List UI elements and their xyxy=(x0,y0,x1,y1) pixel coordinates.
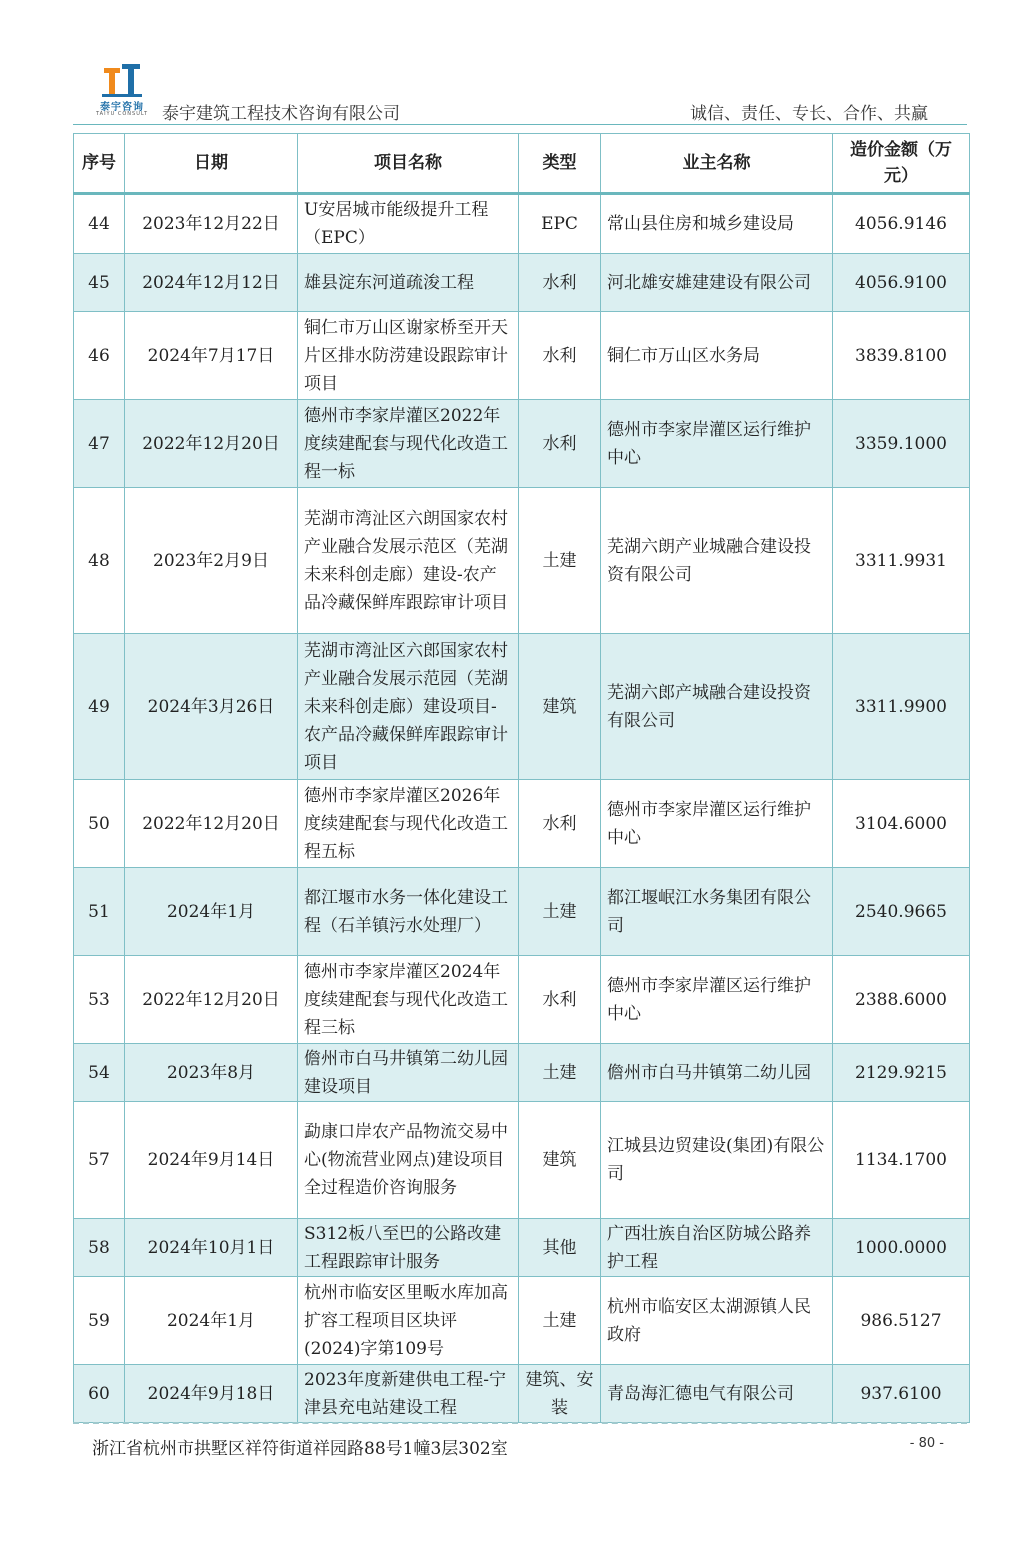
col-header-type: 类型 xyxy=(519,134,601,194)
cell-project-name: 德州市李家岸灌区2022年度续建配套与现代化改造工程一标 xyxy=(298,400,519,488)
cell-owner: 德州市李家岸灌区运行维护中心 xyxy=(601,400,833,488)
table-row xyxy=(74,194,970,254)
cell-index: 49 xyxy=(74,634,125,780)
cell-date: 2022年12月20日 xyxy=(125,400,298,488)
table-row xyxy=(74,956,970,1044)
table-row xyxy=(74,868,970,956)
cell-index: 46 xyxy=(74,312,125,400)
cell-project-name: 杭州市临安区里畈水库加高扩容工程项目区块评(2024)字第109号 xyxy=(298,1277,519,1365)
cell-amount: 3311.9931 xyxy=(833,488,970,634)
table-row xyxy=(74,400,970,488)
cell-project-name: 勐康口岸农产品物流交易中心(物流营业网点)建设项目全过程造价咨询服务 xyxy=(298,1102,519,1219)
logo-mark-icon xyxy=(102,64,142,98)
cell-owner: 德州市李家岸灌区运行维护中心 xyxy=(601,780,833,868)
cell-type: 水利 xyxy=(519,780,601,868)
cell-project-name: 德州市李家岸灌区2024年度续建配套与现代化改造工程三标 xyxy=(298,956,519,1044)
cell-date: 2024年7月17日 xyxy=(125,312,298,400)
cell-project-name: 都江堰市水务一体化建设工程（石羊镇污水处理厂） xyxy=(298,868,519,956)
table-row xyxy=(74,254,970,312)
table-row xyxy=(74,1219,970,1277)
company-logo xyxy=(92,62,152,118)
cell-type: 水利 xyxy=(519,400,601,488)
cell-index: 54 xyxy=(74,1044,125,1102)
col-header-date: 日期 xyxy=(125,134,298,194)
cell-amount: 1134.1700 xyxy=(833,1102,970,1219)
company-slogan: 诚信、责任、专长、合作、共赢 xyxy=(690,104,928,124)
cell-project-name: 德州市李家岸灌区2026年度续建配套与现代化改造工程五标 xyxy=(298,780,519,868)
col-header-owner: 业主名称 xyxy=(601,134,833,194)
table-row xyxy=(74,312,970,400)
cell-amount: 2540.9665 xyxy=(833,868,970,956)
cell-date: 2023年8月 xyxy=(125,1044,298,1102)
cell-project-name: 铜仁市万山区谢家桥至开天片区排水防涝建设跟踪审计项目 xyxy=(298,312,519,400)
cell-amount: 3104.6000 xyxy=(833,780,970,868)
cell-type: 水利 xyxy=(519,312,601,400)
table-header-row xyxy=(74,134,970,194)
cell-type: 水利 xyxy=(519,956,601,1044)
footer-divider xyxy=(73,1422,967,1424)
header-divider xyxy=(73,124,967,125)
col-header-project-name: 项目名称 xyxy=(298,134,519,194)
cell-owner: 江城县边贸建设(集团)有限公司 xyxy=(601,1102,833,1219)
cell-date: 2024年9月18日 xyxy=(125,1365,298,1423)
cell-owner: 都江堰岷江水务集团有限公司 xyxy=(601,868,833,956)
cell-type: EPC xyxy=(519,194,601,254)
logo-cn-text: 泰宇咨询 xyxy=(100,102,144,113)
cell-type: 其他 xyxy=(519,1219,601,1277)
cell-project-name: 芜湖市湾沚区六朗国家农村产业融合发展示范区（芜湖未来科创走廊）建设-农产品冷藏保鲜库跟踪审计项目 xyxy=(298,488,519,634)
cell-project-name: 雄县淀东河道疏浚工程 xyxy=(298,254,519,312)
cell-index: 50 xyxy=(74,780,125,868)
cell-amount: 937.6100 xyxy=(833,1365,970,1423)
table-row xyxy=(74,780,970,868)
cell-type: 水利 xyxy=(519,254,601,312)
table-body xyxy=(74,194,970,1423)
cell-index: 58 xyxy=(74,1219,125,1277)
cell-amount: 4056.9100 xyxy=(833,254,970,312)
cell-index: 48 xyxy=(74,488,125,634)
cell-owner: 杭州市临安区太湖源镇人民政府 xyxy=(601,1277,833,1365)
cell-index: 47 xyxy=(74,400,125,488)
cell-date: 2023年12月22日 xyxy=(125,194,298,254)
cell-owner: 儋州市白马井镇第二幼儿园 xyxy=(601,1044,833,1102)
cell-owner: 芜湖六郎产城融合建设投资有限公司 xyxy=(601,634,833,780)
cell-date: 2023年2月9日 xyxy=(125,488,298,634)
cell-amount: 3311.9900 xyxy=(833,634,970,780)
table-row xyxy=(74,1044,970,1102)
page-number: - 80 - xyxy=(909,1436,944,1451)
col-header-amount: 造价金额（万元） xyxy=(833,134,970,194)
cell-owner: 广西壮族自治区防城公路养护工程 xyxy=(601,1219,833,1277)
cell-date: 2022年12月20日 xyxy=(125,780,298,868)
table-row xyxy=(74,1365,970,1423)
cell-date: 2024年1月 xyxy=(125,868,298,956)
cell-amount: 986.5127 xyxy=(833,1277,970,1365)
cell-project-name: 芜湖市湾沚区六郎国家农村产业融合发展示范园（芜湖未来科创走廊）建设项目-农产品冷藏保鲜库跟踪审计项目 xyxy=(298,634,519,780)
company-name: 泰宇建筑工程技术咨询有限公司 xyxy=(162,104,400,124)
company-address: 浙江省杭州市拱墅区祥符街道祥园路88号1幢3层302室 xyxy=(92,1439,508,1459)
cell-index: 45 xyxy=(74,254,125,312)
cell-project-name: 2023年度新建供电工程-宁津县充电站建设工程 xyxy=(298,1365,519,1423)
cell-type: 土建 xyxy=(519,868,601,956)
table-row xyxy=(74,488,970,634)
cell-type: 土建 xyxy=(519,1277,601,1365)
cell-date: 2022年12月20日 xyxy=(125,956,298,1044)
cell-date: 2024年3月26日 xyxy=(125,634,298,780)
table-row xyxy=(74,1277,970,1365)
cell-owner: 芜湖六朗产业城融合建设投资有限公司 xyxy=(601,488,833,634)
cell-date: 2024年10月1日 xyxy=(125,1219,298,1277)
col-header-index: 序号 xyxy=(74,134,125,194)
cell-amount: 3839.8100 xyxy=(833,312,970,400)
cell-owner: 青岛海汇德电气有限公司 xyxy=(601,1365,833,1423)
cell-owner: 河北雄安雄建建设有限公司 xyxy=(601,254,833,312)
cell-amount: 1000.0000 xyxy=(833,1219,970,1277)
cell-project-name: 儋州市白马井镇第二幼儿园建设项目 xyxy=(298,1044,519,1102)
cell-index: 60 xyxy=(74,1365,125,1423)
cell-index: 51 xyxy=(74,868,125,956)
logo-en-text: TAIYU CONSULT xyxy=(95,111,149,117)
cell-type: 建筑 xyxy=(519,1102,601,1219)
cell-amount: 2129.9215 xyxy=(833,1044,970,1102)
cell-owner: 常山县住房和城乡建设局 xyxy=(601,194,833,254)
cell-type: 土建 xyxy=(519,1044,601,1102)
cell-date: 2024年12月12日 xyxy=(125,254,298,312)
cell-project-name: S312板八至巴的公路改建工程跟踪审计服务 xyxy=(298,1219,519,1277)
table-row xyxy=(74,1102,970,1219)
cell-project-name: U安居城市能级提升工程（EPC） xyxy=(298,194,519,254)
cell-type: 土建 xyxy=(519,488,601,634)
cell-index: 44 xyxy=(74,194,125,254)
cell-type: 建筑、安装 xyxy=(519,1365,601,1423)
cell-type: 建筑 xyxy=(519,634,601,780)
cell-amount: 3359.1000 xyxy=(833,400,970,488)
cell-amount: 4056.9146 xyxy=(833,194,970,254)
cell-owner: 铜仁市万山区水务局 xyxy=(601,312,833,400)
project-table xyxy=(73,133,970,1423)
cell-owner: 德州市李家岸灌区运行维护中心 xyxy=(601,956,833,1044)
cell-index: 59 xyxy=(74,1277,125,1365)
cell-amount: 2388.6000 xyxy=(833,956,970,1044)
cell-date: 2024年1月 xyxy=(125,1277,298,1365)
cell-index: 57 xyxy=(74,1102,125,1219)
table-row xyxy=(74,634,970,780)
cell-date: 2024年9月14日 xyxy=(125,1102,298,1219)
cell-index: 53 xyxy=(74,956,125,1044)
